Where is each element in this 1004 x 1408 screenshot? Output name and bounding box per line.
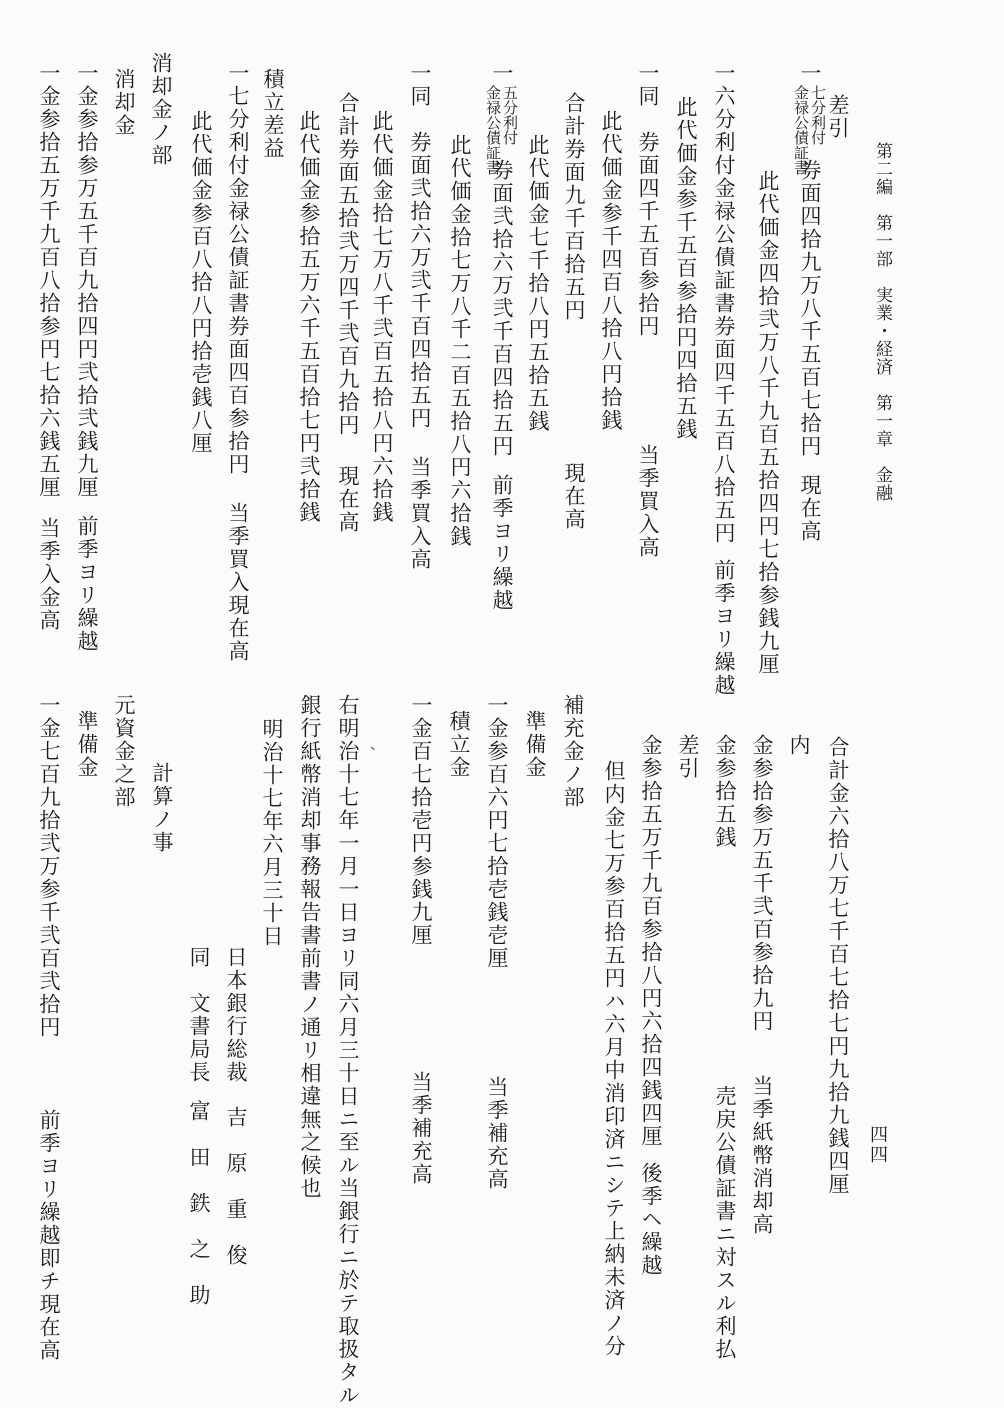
text-column <box>640 734 661 1277</box>
text-column: 元資金之部 <box>112 694 136 809</box>
text-main: 金参拾五万千九百参拾八円六拾四銭四厘 <box>639 734 663 1148</box>
signature-line <box>225 946 246 1267</box>
text-column: 消却金ノ部 <box>149 52 173 167</box>
text-column: 一七分利付金禄公債証書券面四百参拾円当季買入現在高 <box>226 62 250 663</box>
text-column: 此代価金拾七万八千二百五拾八円六拾銭 <box>448 134 472 548</box>
small-label: 金禄公債証書 <box>792 85 810 175</box>
running-title: 第二編 第一部 実業・経済 第一章 金融 <box>872 142 892 502</box>
text-column: 此代価金拾七万八千弐百五拾八円六拾銭 <box>370 110 394 524</box>
text-column: 一金百七拾壱円参銭九厘当季補充高 <box>409 694 433 1186</box>
text-tail: 現在高 <box>798 474 822 543</box>
text-main: 七分利付金禄公債証書券面四百参拾円 <box>226 85 250 476</box>
signature-line <box>188 946 209 1307</box>
text-main: 券面四拾九万八千五百七拾円 <box>798 159 822 458</box>
text-column: 此代価金参拾五万六千五百拾七円弐拾銭 <box>297 110 321 524</box>
text-main: 同 券面四千五百参拾円 <box>636 85 660 338</box>
signer-name: 富 田 鉄 之 助 <box>187 1100 211 1307</box>
text-tail: 前季ヨリ繰越 <box>712 559 736 697</box>
text-tail: 当季買入現在高 <box>226 502 250 663</box>
text-column <box>337 92 358 534</box>
signer-title: 同 文書局長 <box>187 946 211 1084</box>
text-column: 此代価金参百八拾八円拾壱銭八厘 <box>189 110 213 455</box>
text-tail: 当季補充高 <box>485 1076 509 1191</box>
text-main: 金参拾五万千九百八拾参円七拾六銭五厘 <box>37 85 61 499</box>
text-main: 六分利付金禄公債証書券面四千五百八拾五円 <box>712 85 736 545</box>
text-column: 一金参百六円七拾壱銭壱厘当季補充高 <box>485 694 509 1191</box>
small-label: 五分利付 <box>501 85 519 145</box>
text-column <box>714 734 735 1361</box>
text-column <box>751 734 772 1236</box>
small-label: 七分利付 <box>809 85 827 145</box>
text-tail: 現在高 <box>336 465 360 534</box>
text-column: 積立差益 <box>261 68 285 160</box>
signer-title: 日本銀行総裁 <box>224 946 248 1084</box>
text-main: 金参百六円七拾壱銭壱厘 <box>485 717 509 970</box>
text-main: 券面弐拾六万弐千百四拾五円 <box>490 159 514 458</box>
text-column: 一 五分利付 金禄公債証書 券面弐拾六万弐千百四拾五円前季ヨリ繰越 <box>484 62 519 612</box>
text-column: 此代価金参千四百八拾八円拾銭 <box>599 110 623 432</box>
text-main: 金百七拾壱円参銭九厘 <box>409 717 433 947</box>
text-column: 此代価金七千拾八円五拾五銭 <box>526 134 550 433</box>
text-main: 金参拾参万五千百九拾四円弐拾弐銭九厘 <box>75 85 99 499</box>
pencil-mark: ˎ <box>370 730 376 751</box>
text-main: 合計券面九千百拾五円 <box>562 92 586 322</box>
text-tail: 前季ヨリ繰越 <box>75 515 99 653</box>
text-column: 明治十七年六月三十日 <box>260 718 284 948</box>
text-column: 差引 <box>676 734 700 780</box>
text-column: 補充金ノ部 <box>561 694 585 809</box>
text-tail: 当季紙幣消却高 <box>750 1075 774 1236</box>
text-main: 金七百九拾弐万参千弐百弐拾円 <box>37 717 61 1039</box>
text-column: 一同 券面四千五百参拾円当季買入高 <box>636 62 660 559</box>
text-tail: 当季買入高 <box>408 456 432 571</box>
text-column <box>563 92 584 531</box>
text-column: 一六分利付金禄公債証書券面四千五百八拾五円前季ヨリ繰越 <box>712 62 736 697</box>
text-column: 此代価金四拾弐万八千九百五拾四円七拾参銭九厘 <box>756 170 780 676</box>
text-column: 銀行紙幣消却事務報告書前書ノ通リ相違無之候也 <box>298 694 322 1200</box>
text-column: 右明治十七年一月一日ヨリ同六月三十日ニ至ル当銀行ニ於テ取扱タル <box>336 694 360 1407</box>
text-column: 準備金 <box>523 710 547 779</box>
text-tail: 当季買入高 <box>636 444 660 559</box>
text-column: 一金参拾五万千九百八拾参円七拾六銭五厘当季入金高 <box>37 62 61 632</box>
text-column: 一金参拾参万五千百九拾四円弐拾弐銭九厘前季ヨリ繰越 <box>75 62 99 653</box>
text-main: 同 券面弐拾六万弐千百四拾五円 <box>408 85 432 430</box>
text-column: 但内金七万参百拾五円ハ六月中消印済ニシテ上納未済ノ分 <box>602 760 626 1358</box>
text-main: 金参拾五銭 <box>713 734 737 849</box>
text-column: 一金七百九拾弐万参千弐百弐拾円前季ヨリ繰越即チ現在高 <box>37 694 61 1362</box>
text-column: 計算ノ事 <box>150 762 174 854</box>
text-tail: 当季入金高 <box>37 517 61 632</box>
text-column: 一 七分利付 金禄公債証書 券面四拾九万八千五百七拾円現在高 <box>792 62 827 543</box>
text-tail: 前季ヨリ繰越 <box>490 474 514 612</box>
text-tail: 現在高 <box>562 462 586 531</box>
text-main: 合計券面五拾弐万四千弐百九拾円 <box>336 92 360 437</box>
text-column: 此代価金参千五百参拾円四拾五銭 <box>674 96 698 441</box>
text-tail: 当季補充高 <box>409 1071 433 1186</box>
page-number: 四四 <box>867 1125 888 1165</box>
text-tail: 売戻公債証書ニ対スル利払 <box>713 1085 737 1361</box>
text-main: 金参拾参万五千弐百参拾九円 <box>750 734 774 1033</box>
text-column: 準備金 <box>75 710 99 779</box>
text-column: 一同 券面弐拾六万弐千百四拾五円当季買入高 <box>408 62 432 571</box>
text-column: 合計金六拾八万七千百七拾七円九拾九銭四厘 <box>826 736 850 1196</box>
small-label: 金禄公債証書 <box>484 85 502 175</box>
signer-name: 吉 原 重 俊 <box>224 1106 248 1267</box>
text-column: 内 <box>787 734 811 757</box>
text-column: 積立金 <box>447 710 471 779</box>
text-column: 差引 <box>826 94 850 140</box>
text-tail: 後季ヘ繰越 <box>639 1162 663 1277</box>
text-column: 消却金 <box>112 68 136 137</box>
text-tail: 前季ヨリ繰越即チ現在高 <box>37 1109 61 1362</box>
